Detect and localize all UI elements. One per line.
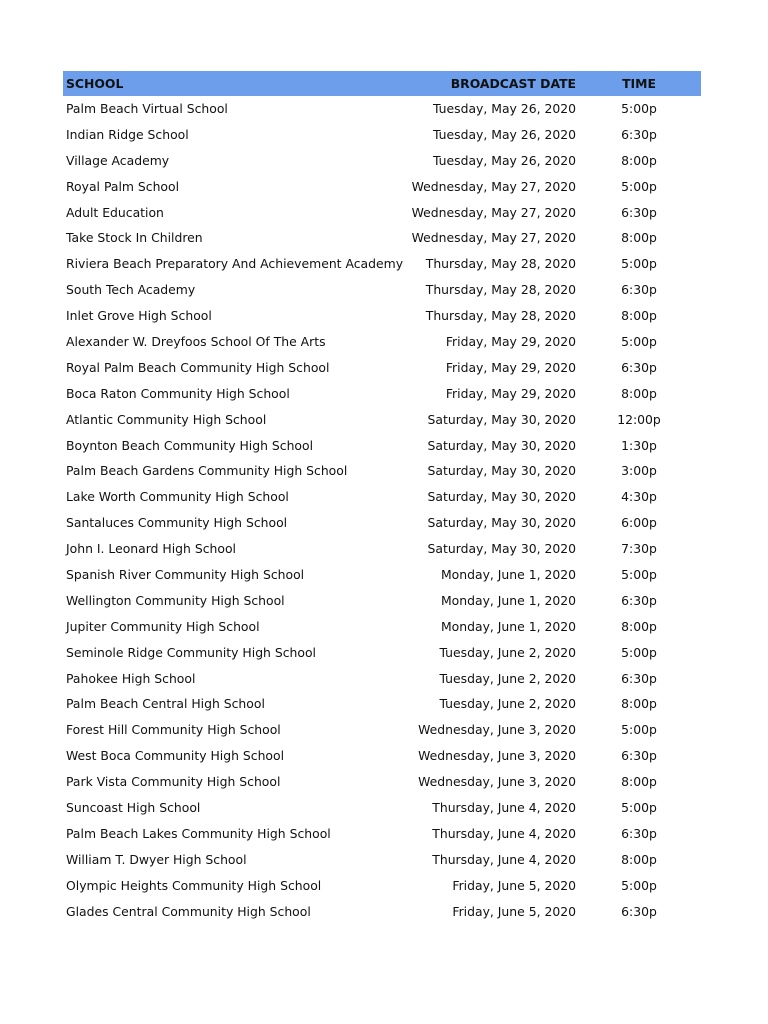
broadcast-date: Wednesday, May 27, 2020	[411, 230, 576, 246]
table-row	[63, 96, 701, 122]
school-name: Palm Beach Gardens Community High School	[66, 463, 348, 479]
school-name: Royal Palm School	[66, 178, 180, 194]
school-name: Seminole Ridge Community High School	[66, 644, 316, 660]
table-row	[63, 303, 701, 329]
broadcast-time: 8:00p	[621, 230, 657, 246]
broadcast-time: 5:00p	[621, 178, 657, 194]
table-row	[63, 381, 701, 407]
school-name: Pahokee High School	[66, 670, 196, 686]
broadcast-date: Wednesday, June 3, 2020	[418, 722, 576, 738]
broadcast-date: Tuesday, June 2, 2020	[439, 670, 576, 686]
broadcast-date: Saturday, May 30, 2020	[427, 541, 576, 557]
table-row	[63, 717, 701, 743]
broadcast-date: Wednesday, June 3, 2020	[418, 748, 576, 764]
broadcast-date: Monday, June 1, 2020	[440, 618, 576, 634]
school-name: Park Vista Community High School	[66, 774, 281, 790]
school-name: South Tech Academy	[66, 282, 196, 298]
broadcast-time: 3:00p	[621, 463, 657, 479]
broadcast-date: Wednesday, May 27, 2020	[411, 178, 576, 194]
broadcast-time: 5:00p	[621, 334, 657, 350]
school-name: Palm Beach Virtual School	[66, 101, 228, 116]
broadcast-time: 8:00p	[621, 618, 657, 634]
school-name: Lake Worth Community High School	[66, 489, 289, 505]
broadcast-time: 5:00p	[621, 722, 657, 738]
table-row	[63, 562, 701, 588]
table-row	[63, 148, 701, 174]
school-name: Spanish River Community High School	[66, 567, 305, 583]
school-name: Adult Education	[66, 204, 164, 220]
school-name: Glades Central Community High School	[66, 903, 311, 919]
table-row	[63, 691, 701, 717]
table-row	[63, 769, 701, 795]
broadcast-time: 5:00p	[621, 101, 657, 116]
school-name: Indian Ridge School	[66, 126, 189, 142]
school-name: Alexander W. Dreyfoos School Of The Arts	[66, 334, 326, 350]
broadcast-date: Tuesday, May 26, 2020	[432, 152, 576, 168]
school-name: John I. Leonard High School	[66, 541, 236, 557]
header-school: SCHOOL	[66, 76, 124, 91]
broadcast-time: 6:30p	[621, 670, 657, 686]
school-name: Take Stock In Children	[66, 230, 203, 246]
broadcast-date: Tuesday, May 26, 2020	[432, 101, 576, 116]
broadcast-time: 6:00p	[621, 515, 657, 531]
broadcast-date: Saturday, May 30, 2020	[427, 463, 576, 479]
table-row	[63, 640, 701, 666]
broadcast-date: Friday, May 29, 2020	[445, 359, 576, 375]
broadcast-date: Wednesday, June 3, 2020	[418, 774, 576, 790]
broadcast-time: 8:00p	[621, 385, 657, 401]
broadcast-date: Thursday, June 4, 2020	[432, 851, 576, 867]
school-name: Inlet Grove High School	[66, 308, 212, 324]
broadcast-date: Tuesday, June 2, 2020	[439, 644, 576, 660]
table-row	[63, 355, 701, 381]
broadcast-date: Thursday, May 28, 2020	[425, 308, 576, 324]
broadcast-date: Thursday, May 28, 2020	[425, 256, 576, 272]
table-body	[63, 96, 701, 925]
school-name: Suncoast High School	[66, 800, 201, 816]
broadcast-date: Friday, May 29, 2020	[445, 334, 576, 350]
broadcast-time: 5:00p	[621, 644, 657, 660]
table-row	[63, 795, 701, 821]
broadcast-time: 5:00p	[621, 877, 657, 893]
broadcast-time: 8:00p	[621, 774, 657, 790]
school-name: Forest Hill Community High School	[66, 722, 281, 738]
school-name: Boca Raton Community High School	[66, 385, 290, 401]
header-time: TIME	[622, 76, 656, 91]
table-row	[63, 122, 701, 148]
school-name: William T. Dwyer High School	[66, 851, 247, 867]
school-name: Olympic Heights Community High School	[66, 877, 322, 893]
table-row	[63, 484, 701, 510]
broadcast-date: Thursday, June 4, 2020	[432, 825, 576, 841]
broadcast-time: 6:30p	[621, 748, 657, 764]
header-broadcast-date: BROADCAST DATE	[450, 76, 576, 91]
school-name: Boynton Beach Community High School	[66, 437, 314, 453]
broadcast-time: 5:00p	[621, 800, 657, 816]
broadcast-date: Monday, June 1, 2020	[440, 567, 576, 583]
table-row	[63, 329, 701, 355]
school-name: Village Academy	[66, 152, 170, 168]
broadcast-date: Monday, June 1, 2020	[440, 592, 576, 608]
broadcast-time: 4:30p	[621, 489, 657, 505]
broadcast-date: Saturday, May 30, 2020	[427, 411, 576, 427]
broadcast-schedule-table	[63, 71, 701, 925]
broadcast-date: Saturday, May 30, 2020	[427, 515, 576, 531]
broadcast-time: 6:30p	[621, 592, 657, 608]
table-row	[63, 614, 701, 640]
table-row	[63, 251, 701, 277]
school-name: West Boca Community High School	[66, 748, 285, 764]
broadcast-time: 6:30p	[621, 204, 657, 220]
table-row	[63, 510, 701, 536]
table-row	[63, 407, 701, 433]
table-row	[63, 174, 701, 200]
broadcast-time: 6:30p	[621, 282, 657, 298]
broadcast-date: Tuesday, June 2, 2020	[439, 696, 576, 712]
broadcast-time: 8:00p	[621, 851, 657, 867]
school-name: Atlantic Community High School	[66, 411, 267, 427]
table-row	[63, 743, 701, 769]
broadcast-date: Tuesday, May 26, 2020	[432, 126, 576, 142]
broadcast-date: Friday, May 29, 2020	[445, 385, 576, 401]
school-name: Royal Palm Beach Community High School	[66, 359, 330, 375]
broadcast-date: Friday, June 5, 2020	[452, 903, 576, 919]
table-row	[63, 458, 701, 484]
table-row	[63, 847, 701, 873]
school-name: Wellington Community High School	[66, 592, 285, 608]
broadcast-time: 8:00p	[621, 308, 657, 324]
broadcast-time: 6:30p	[621, 126, 657, 142]
table-row	[63, 899, 701, 925]
broadcast-date: Thursday, June 4, 2020	[432, 800, 576, 816]
broadcast-time: 5:00p	[621, 567, 657, 583]
broadcast-time: 12:00p	[617, 411, 661, 427]
broadcast-time: 1:30p	[621, 437, 657, 453]
broadcast-time: 7:30p	[621, 541, 657, 557]
broadcast-time: 8:00p	[621, 696, 657, 712]
table-row	[63, 821, 701, 847]
broadcast-date: Wednesday, May 27, 2020	[411, 204, 576, 220]
school-name: Palm Beach Central High School	[66, 696, 265, 712]
table-row	[63, 277, 701, 303]
table-row	[63, 666, 701, 692]
table-row	[63, 536, 701, 562]
table-row	[63, 225, 701, 251]
school-name: Santaluces Community High School	[66, 515, 288, 531]
broadcast-date: Saturday, May 30, 2020	[427, 437, 576, 453]
table-row	[63, 588, 701, 614]
school-name: Riviera Beach Preparatory And Achievement Academy	[66, 256, 404, 272]
table-row	[63, 433, 701, 459]
broadcast-time: 6:30p	[621, 825, 657, 841]
school-name: Jupiter Community High School	[66, 618, 260, 634]
broadcast-time: 8:00p	[621, 152, 657, 168]
broadcast-date: Saturday, May 30, 2020	[427, 489, 576, 505]
table-header	[63, 71, 701, 96]
school-name: Palm Beach Lakes Community High School	[66, 825, 331, 841]
broadcast-time: 6:30p	[621, 903, 657, 919]
broadcast-time: 6:30p	[621, 359, 657, 375]
broadcast-date: Friday, June 5, 2020	[452, 877, 576, 893]
table-row	[63, 200, 701, 226]
broadcast-time: 5:00p	[621, 256, 657, 272]
broadcast-date: Thursday, May 28, 2020	[425, 282, 576, 298]
table-row	[63, 873, 701, 899]
